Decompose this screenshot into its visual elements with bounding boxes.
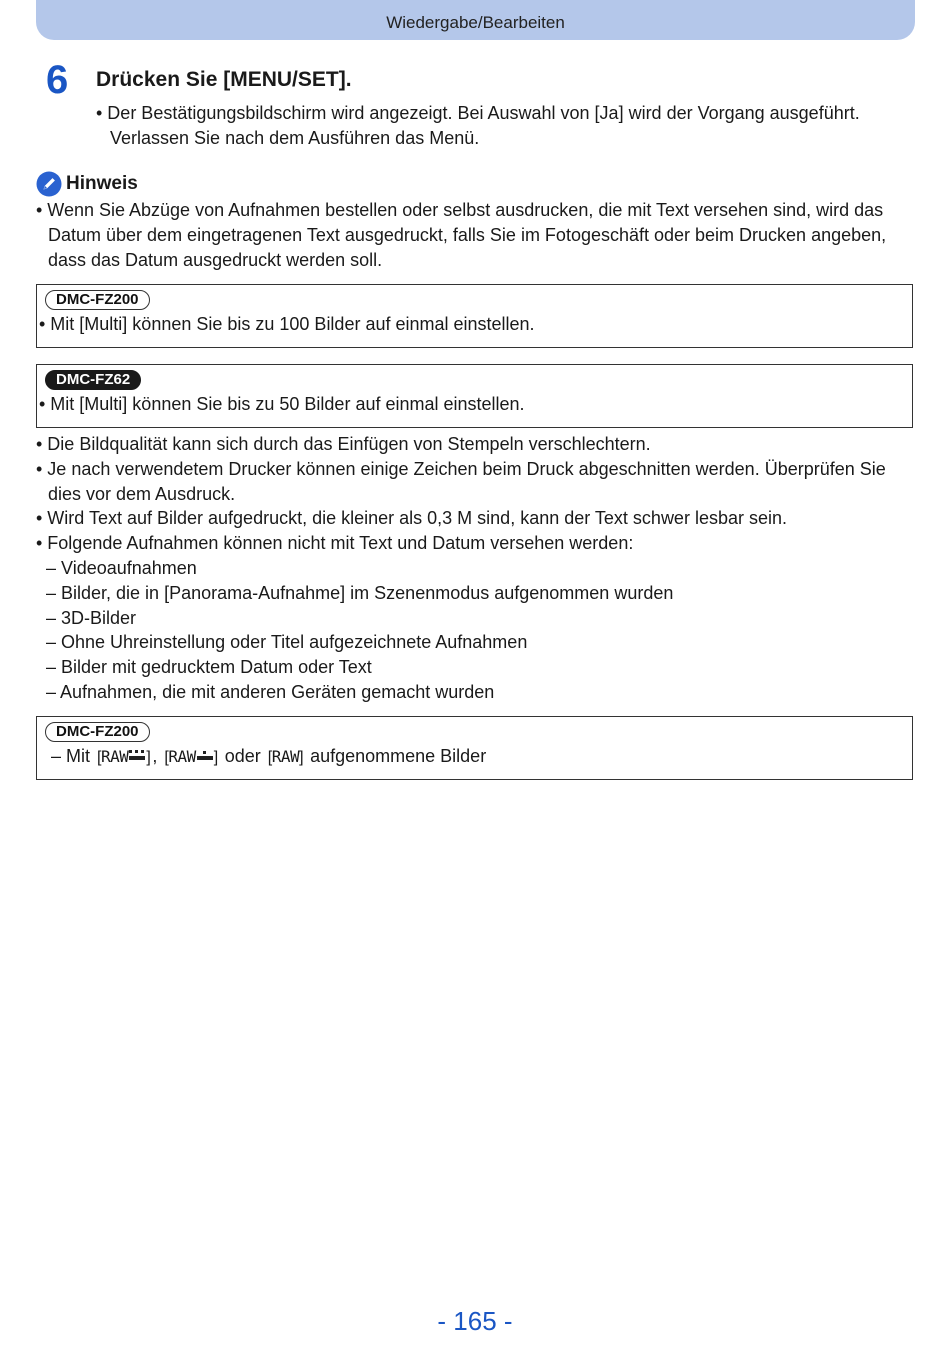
- dash-item: – Bilder, die in [Panorama-Aufnahme] im Szenenmodus aufgenommen wurden: [46, 582, 674, 603]
- model-box-fz200: [36, 284, 913, 348]
- raw-fine-icon: [ RAW ]: [95, 744, 152, 770]
- section-header: Wiedergabe/Bearbeiten: [36, 0, 915, 40]
- model-box-fz62: [36, 364, 913, 428]
- pencil-note-icon: [36, 171, 62, 197]
- raw-note: [39, 744, 912, 770]
- note-bullet: • Wenn Sie Abzüge von Aufnahmen bestellen oder selbst ausdrucken, die mit Text versehen sind, wird das Datum über dem eingetragenen Text ausgedruckt, falls Sie im Fotogeschäft oder beim Drucken angeben, dass das Datum ausgedruckt werden soll.: [36, 200, 887, 270]
- model-note: • Mit [Multi] können Sie bis zu 100 Bilder auf einmal einstellen.: [39, 314, 535, 334]
- step-title: Drücken Sie [MENU/SET].: [96, 68, 352, 91]
- step-number: 6: [46, 58, 69, 102]
- raw-sep: ,: [152, 746, 158, 766]
- raw-sep: oder: [224, 746, 261, 766]
- raw-standard-icon: [ RAW ]: [162, 744, 219, 770]
- note-title: Hinweis: [66, 173, 138, 194]
- model-badge: DMC-FZ200: [45, 722, 150, 742]
- raw-note-prefix: – Mit: [51, 746, 91, 766]
- note-header: [36, 170, 916, 198]
- model-badge: DMC-FZ62: [45, 370, 141, 390]
- dash-item: – Ohne Uhreinstellung oder Titel aufgezeichnete Aufnahmen: [46, 632, 528, 653]
- page-number: - 165 -: [437, 1306, 513, 1336]
- model-box-fz200-raw: [36, 716, 913, 780]
- raw-only-icon: [ RAW ]: [266, 744, 305, 770]
- raw-note-suffix: aufgenommene Bilder: [310, 746, 487, 766]
- dash-item: – Videoaufnahmen: [46, 557, 197, 578]
- list-item: • Wird Text auf Bilder aufgedruckt, die kleiner als 0,3 M sind, kann der Text schwer lesbar sein.: [36, 508, 787, 529]
- bullet-list: [36, 432, 916, 705]
- dash-item: – Aufnahmen, die mit anderen Geräten gemacht wurden: [46, 681, 495, 702]
- dash-item: – Bilder mit gedrucktem Datum oder Text: [46, 657, 372, 678]
- dash-item: – 3D-Bilder: [46, 607, 137, 628]
- note-section: [36, 170, 916, 272]
- list-item: • Je nach verwendetem Drucker können einige Zeichen beim Druck abgeschnitten werden. Überprüfen Sie dies vor dem Ausdruck.: [36, 458, 886, 504]
- list-item: • Folgende Aufnahmen können nicht mit Text und Datum versehen werden:: [36, 533, 634, 554]
- list-item: • Die Bildqualität kann sich durch das Einfügen von Stempeln verschlechtern.: [36, 434, 651, 454]
- model-note: • Mit [Multi] können Sie bis zu 50 Bilder auf einmal einstellen.: [39, 394, 525, 414]
- model-badge: DMC-FZ200: [45, 290, 150, 310]
- step-bullet: • Der Bestätigungsbildschirm wird angezeigt. Bei Auswahl von [Ja] wird der Vorgang ausgeführt. Verlassen Sie nach dem Ausführen das Menü.: [96, 103, 860, 148]
